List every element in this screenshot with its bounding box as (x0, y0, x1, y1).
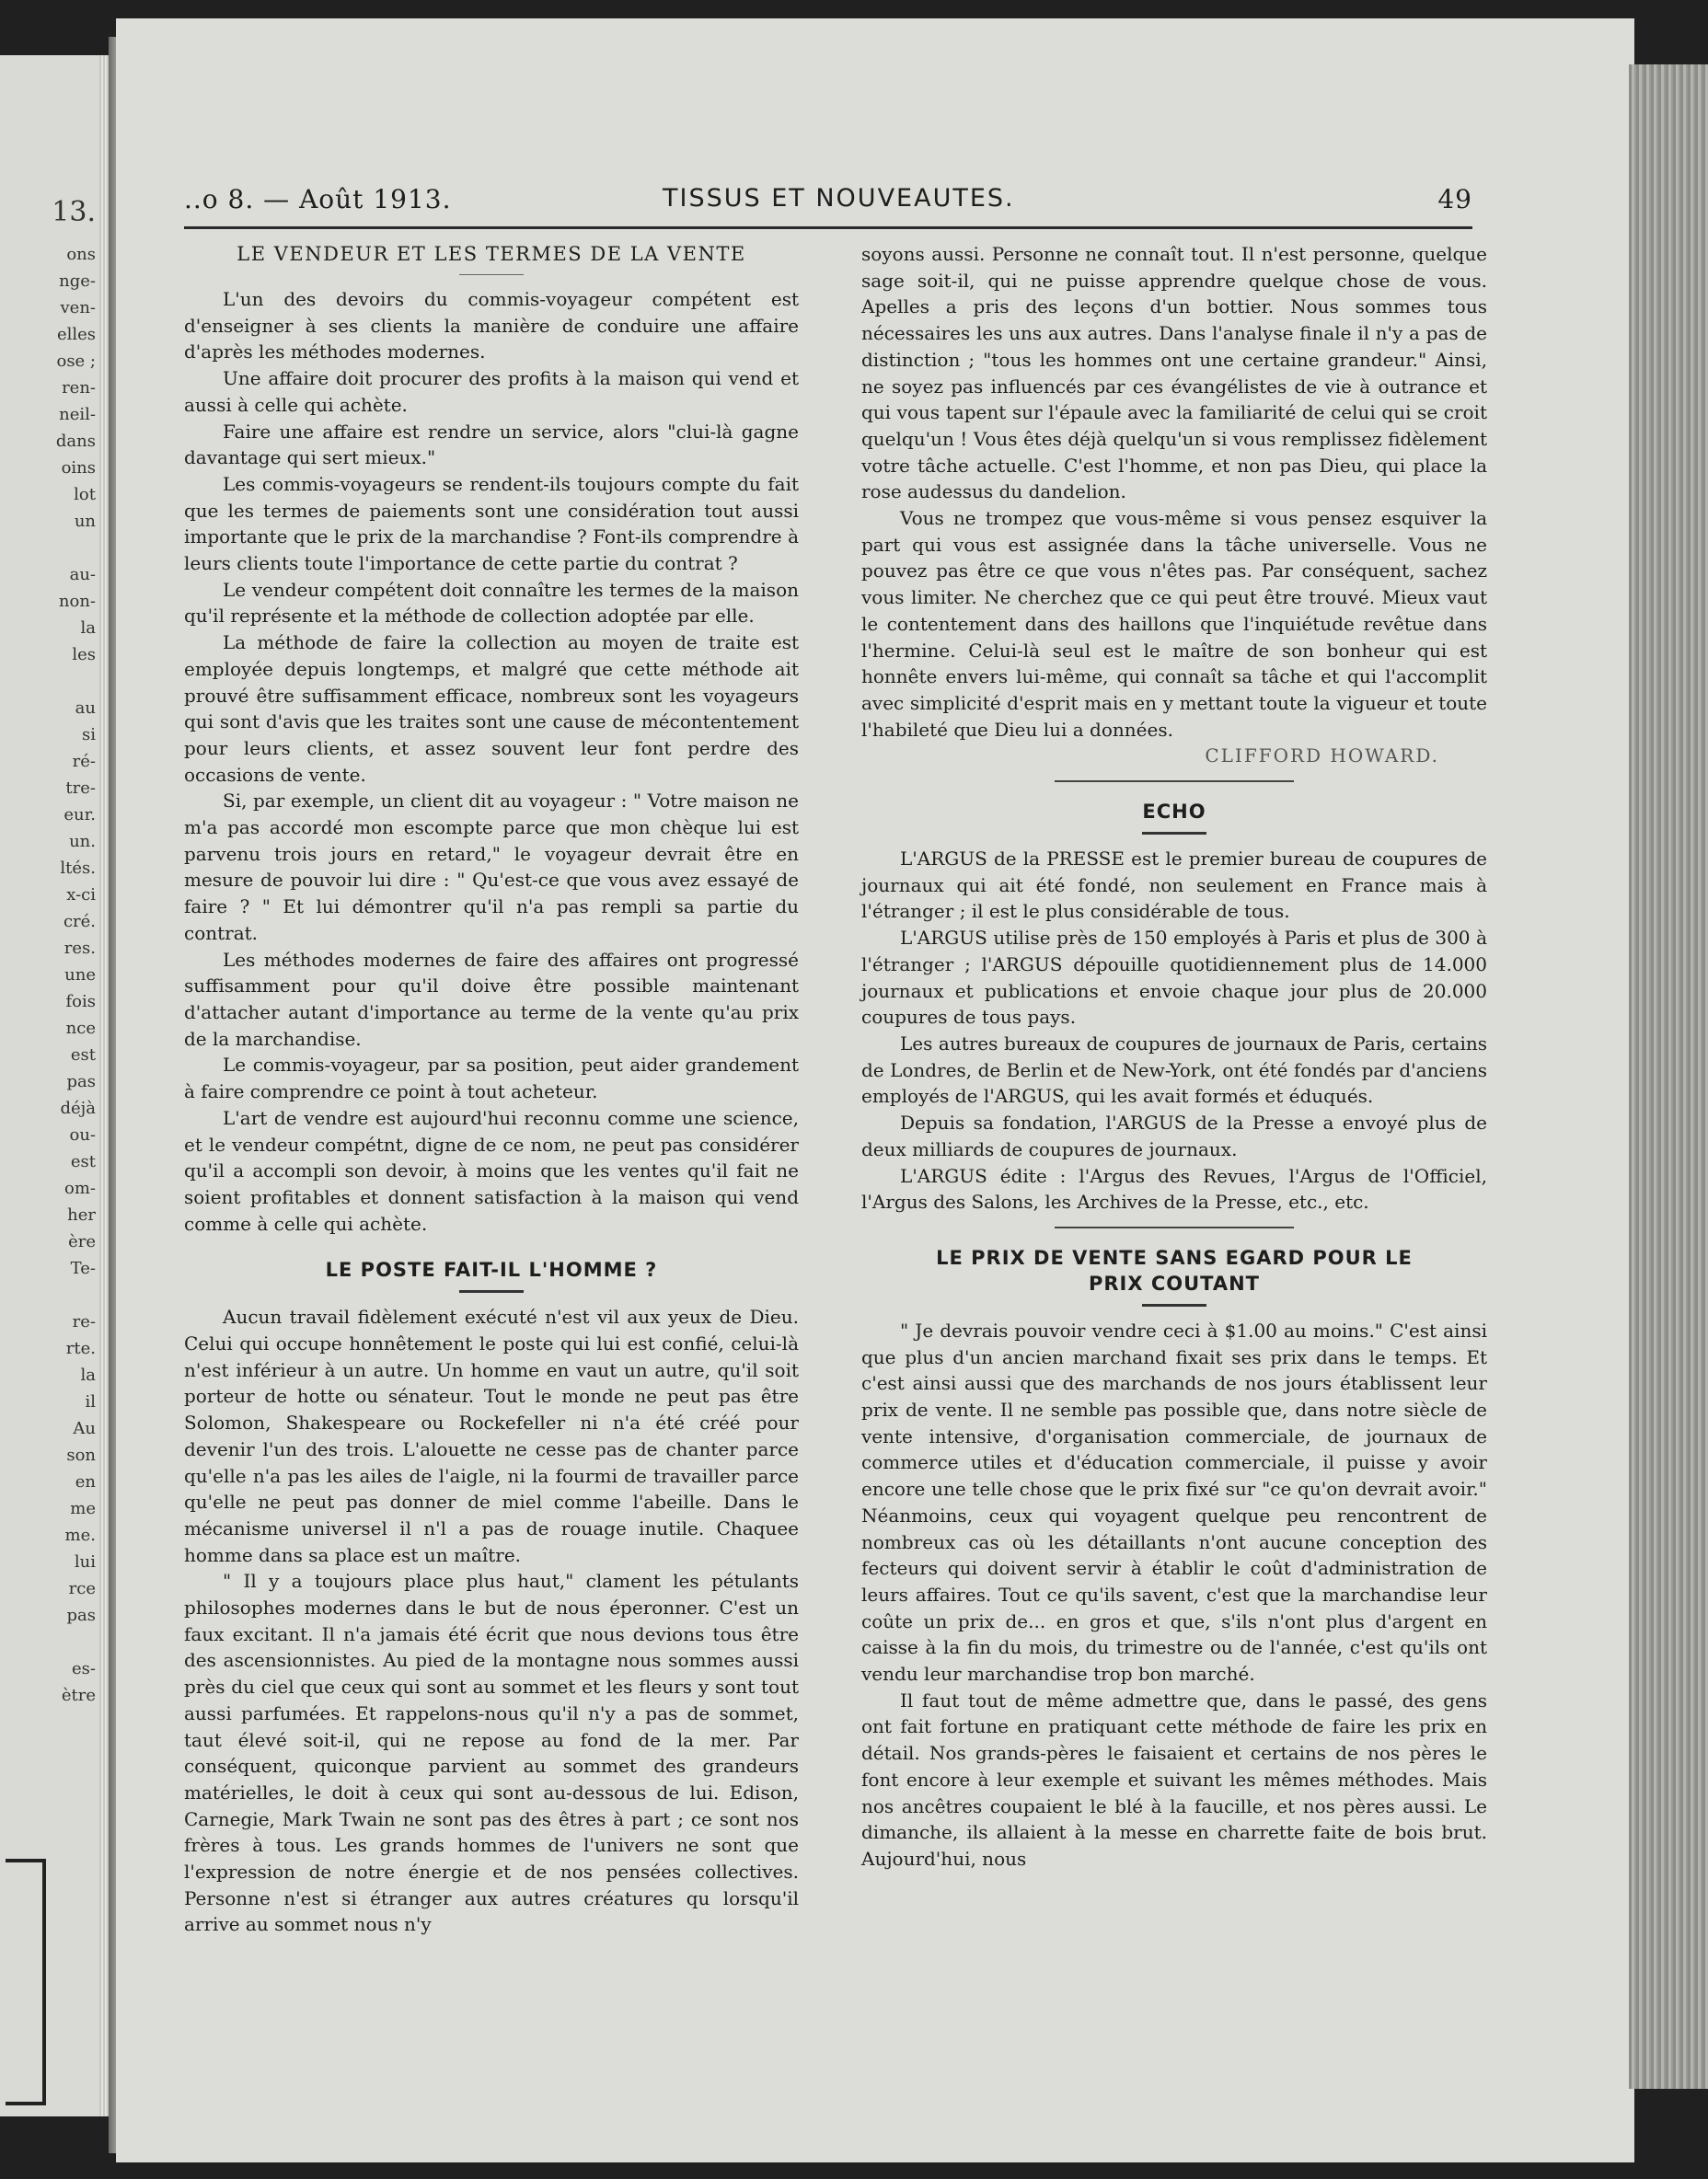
facing-page-line: si (82, 725, 96, 744)
article-title: ECHO (1142, 801, 1206, 824)
facing-page-line: est (70, 1152, 96, 1171)
section-separator (1055, 1227, 1294, 1228)
facing-page-line: une (64, 965, 96, 985)
facing-page-line: nge- (59, 271, 96, 291)
facing-page-line: au- (69, 565, 96, 584)
facing-page-line (4, 1629, 96, 1655)
article-title: LE POSTE FAIT-IL L'HOMME ? (325, 1259, 658, 1282)
paragraph: Les commis-voyageurs se rendent-ils toujours compte du fait que les termes de paiements sont une considération tout aussi importante que le prix de la marchandise ? Font-ils comprendre à leurs clients toute l'importance de cette partie du contrat ? (184, 472, 799, 575)
facing-page-line: me. (64, 1526, 96, 1545)
facing-page-line: déjà (60, 1099, 96, 1118)
paragraph: Il faut tout de même admettre que, dans le passé, des gens ont fait fortune en pratiquant cette méthode de faire les prix en détail. Nos grands-pères le faisaient et certains de nos pères le font encore à leur exemple et suivant les mêmes méthodes. Mais nos ancêtres coupaient le blé à la faucille, et nos pères aussi. Le dimanche, ils allaient à la messe en charrette faite de bois brut. Aujourd'hui, nous (861, 1689, 1487, 1870)
left-column (184, 241, 799, 1938)
facing-page-line: ven- (60, 298, 96, 317)
facing-page-line: les (72, 645, 96, 664)
paragraph: Le vendeur compétent doit connaître les termes de la maison qu'il représente et la méthode de collection adoptée par elle. (184, 578, 799, 628)
issue-date: ..o 8. — Août 1913. (184, 184, 452, 214)
paragraph: " Je devrais pouvoir vendre ceci à $1.00 au moins." C'est ainsi que plus d'un ancien marchand fixait ses prix dans le temps. Et c'est ainsi aussi que des marchands de nos jours établissent leur prix de vente. Il ne semble pas possible que, dans notre siècle de vente intensive, d'organisation commerciale, de journaux de commerce utiles et d'éducation commerciale, il puisse y avoir encore une telle chose que le prix fixé sur "ce qu'on devrait avoir." Néanmoins, ceux qui voyagent quelque peu rencontrent de nombreux cas où les détaillants n'ont aucune conception des fecteurs qui doivent servir à établir le coût d'administration de leurs affaires. Tout ce qu'ils savent, c'est que la marchandise leur coûte un prix de... en gros et que, s'ils n'ont plus d'argent en caisse à la fin du mois, du trimestre ou de l'année, c'est qu'ils ont vendu leur marchandise trop bon marché. (861, 1319, 1487, 1686)
facing-page-line: neil- (59, 405, 96, 424)
paragraph: L'art de vendre est aujourd'hui reconnu comme une science, et le vendeur compétnt, digne de ce nom, ne peut pas considérer qu'il a accompli son devoir, à moins que les ventes qu'il fait ne soient profitables et donnent satisfaction à la maison qui vend comme à celle qui achète. (184, 1106, 799, 1235)
facing-page-line: la (80, 618, 96, 638)
facing-page-line: dans (55, 432, 96, 451)
section-separator (1055, 780, 1294, 782)
paragraph: L'ARGUS utilise près de 150 employés à Paris et plus de 300 à l'étranger ; l'ARGUS dépouille quotidiennement plus de 14.000 journaux et publications et envoie chaque jour plus de 20.000 coupures de tous pays. (861, 927, 1487, 1029)
facing-page-line: tre- (65, 778, 96, 798)
paragraph: L'ARGUS de la PRESSE est le premier bureau de coupures de journaux qui ait été fondé, non seulement en France mais à l'étranger ; il est le plus considérable de tous. (861, 847, 1487, 923)
facing-page-line: lot (74, 485, 96, 504)
paragraph: Si, par exemple, un client dit au voyageur : " Votre maison ne m'a pas accordé mon escompte parce que mon chèque lui est parvenu trois jours en retard," le voyageur devrait être en mesure de pouvoir lui dire : " Qu'est-ce que vous avez essayé de faire ? " Et lui démontrer qu'il n'a pas rempli sa partie du contrat. (184, 790, 799, 944)
header-rule (184, 226, 1472, 229)
journal-title: TISSUS ET NOUVEAUTES. (663, 184, 1015, 213)
facing-page-line: rte. (65, 1339, 96, 1358)
facing-page-line: eur. (63, 805, 96, 824)
author-signature: CLIFFORD HOWARD. (1205, 744, 1439, 767)
facing-page-line: nce (65, 1019, 96, 1038)
facing-page-line: om- (64, 1179, 96, 1198)
title-rule (459, 274, 524, 275)
paragraph: La méthode de faire la collection au moyen de traite est employée depuis longtemps, et malgré que cette méthode ait prouvé être suffisamment efficace, nombreux sont les voyageurs qui sont d'avis que les traites sont une cause de mécontentement pour leurs clients, et assez souvent leur font perdre des occasions de vente. (184, 631, 799, 786)
facing-page-line: re- (72, 1312, 96, 1332)
paragraph: L'un des devoirs du commis-voyageur compétent est d'enseigner à ses clients la manière de conduire une affaire d'après les méthodes modernes. (184, 288, 799, 363)
facing-page-edge (99, 55, 109, 2116)
facing-page-line: fois (65, 992, 96, 1011)
running-header (184, 184, 1472, 225)
paragraph: Une affaire doit procurer des profits à la maison qui vend et aussi à celle qui achète. (184, 367, 799, 416)
facing-page-line: ltés. (60, 859, 96, 878)
facing-page-line: ren- (62, 378, 96, 398)
paragraph: Depuis sa fondation, l'ARGUS de la Presse a envoyé plus de deux milliards de coupures de journaux. (861, 1112, 1487, 1160)
title-rule (459, 1290, 524, 1293)
facing-page-line: rce (68, 1579, 96, 1598)
facing-page-line: res. (63, 939, 96, 958)
article-title: LE VENDEUR ET LES TERMES DE LA VENTE (237, 243, 746, 265)
facing-page-line: x-ci (66, 885, 96, 905)
facing-page-line: non- (58, 592, 96, 611)
facing-page-line: oins (61, 458, 96, 478)
title-rule (1142, 1304, 1206, 1307)
facing-page-line: ètre (61, 1686, 96, 1705)
facing-page-line (4, 1282, 96, 1309)
paragraph: Faire une affaire est rendre un service, alors "clui-là gagne davantage qui sert mieux." (184, 420, 799, 469)
facing-page-line: il (85, 1392, 96, 1412)
page-number: 49 (1437, 184, 1472, 214)
facing-page-line: ère (68, 1232, 96, 1251)
facing-page-box (6, 1859, 46, 2105)
facing-page-line: elles (56, 325, 96, 344)
facing-page (0, 55, 109, 2116)
facing-page-line: cré. (63, 912, 96, 931)
right-column (861, 241, 1487, 1873)
facing-page-line: 13. (52, 196, 96, 228)
facing-page-line: ons (66, 245, 96, 264)
facing-page-line: pas (66, 1606, 96, 1625)
facing-page-text (4, 55, 96, 1709)
facing-page-line: ou- (69, 1125, 96, 1145)
paragraph: " Il y a toujours place plus haut," clament les pétulants philosophes modernes dans le but de nous éperonner. C'est un faux excitant. Il n'a jamais été écrit que nous devions tous être des ascensionnistes. Au pied de la montagne nous sommes aussi près du ciel que ceux qui sont au sommet et les fleurs y sont tout aussi parfumées. Et rappelons-nous qu'il n'y a pas de sommet, taut élevé soit-il, qui ne repose au fond de la mer. Par conséquent, quiconque parvient au sommet des grandeurs matérielles, le doit à ceux qui sont au-dessous de lui. Edison, Carnegie, Mark Twain ne sont pas des êtres à part ; ce sont nos frères à tous. Les grands hommes de l'univers ne sont que l'expression de notre énergie et de nos pensées collectives. Personne n'est si étranger aux autres créatures qu lorsqu'il arrive au sommet nous n'y (184, 1570, 799, 1936)
paragraph: Le commis-voyageur, par sa position, peut aider grandement à faire comprendre ce point à tout acheteur. (184, 1054, 799, 1103)
facing-page-line: en (75, 1472, 96, 1492)
page-edges (1629, 64, 1708, 2089)
facing-page-line: au (75, 698, 96, 718)
facing-page-line: un (74, 512, 96, 531)
facing-page-line: pas (66, 1072, 96, 1091)
facing-page-line: ré- (72, 752, 96, 771)
facing-page-line: es- (72, 1659, 96, 1678)
article-title (861, 1245, 1487, 1297)
article-title-line: PRIX COUTANT (1088, 1272, 1261, 1295)
paragraph: L'ARGUS édite : l'Argus des Revues, l'Argus de l'Officiel, l'Argus des Salons, les Archives de la Presse, etc., etc. (861, 1164, 1487, 1214)
paragraph: Les autres bureaux de coupures de journaux de Paris, certains de Londres, de Berlin et de New-York, ont été fondés par d'anciens employés de l'ARGUS, qui les avait formés et éduqués. (861, 1032, 1487, 1108)
facing-page-line: un. (69, 832, 96, 851)
facing-page-line: me (70, 1499, 96, 1518)
facing-page-line: son (66, 1446, 96, 1465)
paragraph: Vous ne trompez que vous-même si vous pensez esquiver la part qui vous est assignée dans la tâche universelle. Vous ne pouvez pas être ce que vous n'êtes pas. Par conséquent, sachez vous limiter. Ne cherchez que ce qui peut être trouvé. Mieux vaut le contentement dans des haillons que l'inquiétude revêtue dans l'hermine. Celui-là seul est le maître de son bonheur qui est honnête envers lui-même, qui connaît sa tâche et qui l'accomplit avec simplicité d'esprit mais en y mettant toute la vigueur et toute l'habileté que Dieu lui a données. (861, 507, 1487, 741)
facing-page-line: est (70, 1045, 96, 1065)
facing-page-line: ose ; (56, 352, 96, 371)
paragraph: soyons aussi. Personne ne connaît tout. Il n'est personne, quelque sage soit-il, qui ne puisse apprendre quelque chose de vous. Apelles a pris des leçons d'un bottier. Nous sommes tous nécessaires les uns aux autres. Dans l'analyse finale il n'y a pas de distinction ; "tous les hommes ont une certaine grandeur." Ainsi, ne soyez pas influencés par ces évangélistes de vie à outrance et qui vous tapent sur l'épaule avec la familiarité de celui qui se croit quelqu'un ! Vous êtes déjà quelqu'un si vous remplissez fidèlement votre tâche actuelle. C'est l'homme, et non pas Dieu, qui place la rose audessus du dandelion. (861, 243, 1487, 503)
facing-page-line (4, 668, 96, 695)
article-title-line: LE PRIX DE VENTE SANS EGARD POUR LE (936, 1246, 1413, 1269)
title-rule (1142, 832, 1206, 835)
facing-page-line: Au (73, 1419, 96, 1438)
paragraph: Les méthodes modernes de faire des affaires ont progressé suffisamment pour qu'il doive être possible maintenant d'attacher autant d'importance au terme de la vente qu'au prix de la marchandise. (184, 948, 799, 1050)
facing-page-line: lui (74, 1552, 96, 1572)
paragraph: Aucun travail fidèlement exécuté n'est vil aux yeux de Dieu. Celui qui occupe honnêtement le poste qui lui est confié, celui-là n'est inférieur à un autre. Un homme en vaut un autre, qu'il soit porteur de hotte ou sénateur. Tout le monde ne peut pas être Solomon, Shakespeare ou Rockefeller ni n'a été créé pour devenir l'un des trois. L'alouette ne cesse pas de chanter parce qu'elle n'a pas les ailes de l'aigle, ni la fourmi de travailler parce qu'elle ne peut pas donner de miel comme l'abeille. Dans le mécanisme universel il n'l a pas de rouage inutile. Chaquee homme dans sa place est un maître. (184, 1306, 799, 1566)
facing-page-line (4, 535, 96, 561)
facing-page-line: la (80, 1366, 96, 1385)
facing-page-line: Te- (70, 1259, 96, 1278)
facing-page-line: her (67, 1205, 96, 1225)
